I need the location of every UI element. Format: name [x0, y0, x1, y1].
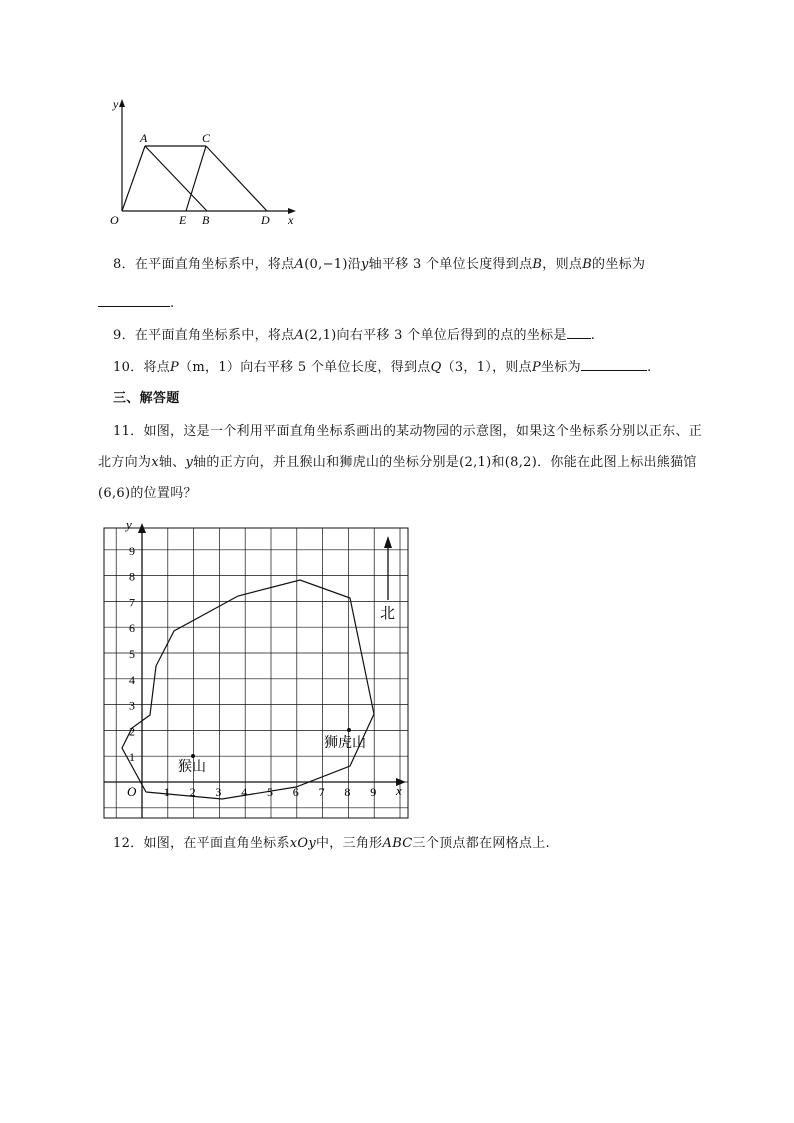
figure1-label-x: x [288, 213, 294, 227]
x-tick-label: 5 [267, 785, 273, 799]
y-tick-label: 9 [129, 543, 135, 558]
map-grid [104, 528, 408, 818]
zoo-boundary [122, 580, 377, 799]
question-8-answer-line: . [98, 292, 174, 314]
geometry-figure [100, 96, 310, 231]
figure1-label-y: y [113, 97, 119, 111]
y-tick-label: 4 [129, 672, 135, 687]
question-8: 8．在平面直角坐标系中，将点A(0,−1)沿y轴平移 3 个单位长度得到点B，则点B的坐标为 [113, 257, 646, 272]
question-11-line2: 北方向为x轴、y轴的正方向，并且猴山和狮虎山的坐标分别是(2,1)和(8,2)．你能在此图上标出熊猫馆 [98, 455, 697, 470]
figure1-label-C: C [202, 131, 211, 145]
lion-tiger-mountain-label: 狮虎山 [324, 736, 366, 751]
question-12: 12．如图，在平面直角坐标系xOy中，三角形ABC三个顶点都在网格点上. [113, 836, 550, 851]
x-tick-label: 7 [318, 785, 325, 799]
figure1-label-D: D [261, 213, 270, 227]
segment-AB [145, 146, 207, 211]
y-tick-label: 3 [129, 698, 135, 713]
x-tick-label: 2 [189, 785, 196, 799]
x-tick-label: 6 [292, 785, 299, 799]
map-y-label: y [126, 517, 132, 532]
lion-tiger-mountain-point [347, 728, 351, 732]
question-10: 10．将点P（m，1）向右平移 5 个单位长度，得到点Q（3，1），则点P坐标为 . [113, 356, 651, 378]
figure1-label-O: O [110, 213, 119, 227]
monkey-mountain-point [191, 754, 195, 758]
figure1-label-E: E [179, 213, 187, 227]
question-9: 9．在平面直角坐标系中，将点A(2,1)向右平移 3 个单位后得到的点的坐标是 . [113, 324, 595, 346]
map-y-ticks [129, 544, 135, 764]
y-tick-label: 5 [129, 647, 135, 661]
figure1-label-A: A [140, 131, 148, 145]
y-tick-label: 1 [129, 750, 135, 765]
question-11-line3: (6,6)的位置吗？ [98, 486, 197, 501]
x-tick-label: 4 [241, 785, 248, 799]
segment-CE [186, 146, 206, 211]
north-label: 北 [380, 606, 396, 622]
x-tick-label: 9 [370, 785, 377, 799]
answer-blank-8[interactable] [98, 292, 170, 307]
x-tick-label: 3 [215, 785, 222, 799]
y-tick-label: 2 [129, 724, 135, 739]
segment-CD [206, 146, 267, 211]
figure1-y-arrow [119, 99, 125, 107]
question-11-line1: 11．如图，这是一个利用平面直角坐标系画出的某动物园的示意图，如果这个坐标系分别以正东、正 [113, 424, 703, 439]
map-x-label: x [396, 783, 402, 798]
zoo-map-figure [96, 512, 416, 824]
y-tick-label: 6 [129, 621, 135, 636]
x-tick-label: 1 [163, 785, 170, 799]
y-tick-label: 8 [129, 569, 135, 584]
monkey-mountain-label: 猴山 [178, 760, 206, 775]
section-heading: 三、解答题 [113, 391, 180, 406]
y-tick-label: 7 [129, 595, 135, 610]
map-frame [104, 528, 408, 818]
figure1-label-B: B [202, 213, 210, 227]
x-tick-label: 8 [344, 785, 351, 799]
north-arrow-icon [384, 536, 392, 548]
answer-blank-10[interactable] [581, 356, 647, 371]
map-origin-label: O [127, 784, 137, 799]
segment-OA [122, 146, 145, 211]
answer-blank-9[interactable] [567, 324, 591, 339]
